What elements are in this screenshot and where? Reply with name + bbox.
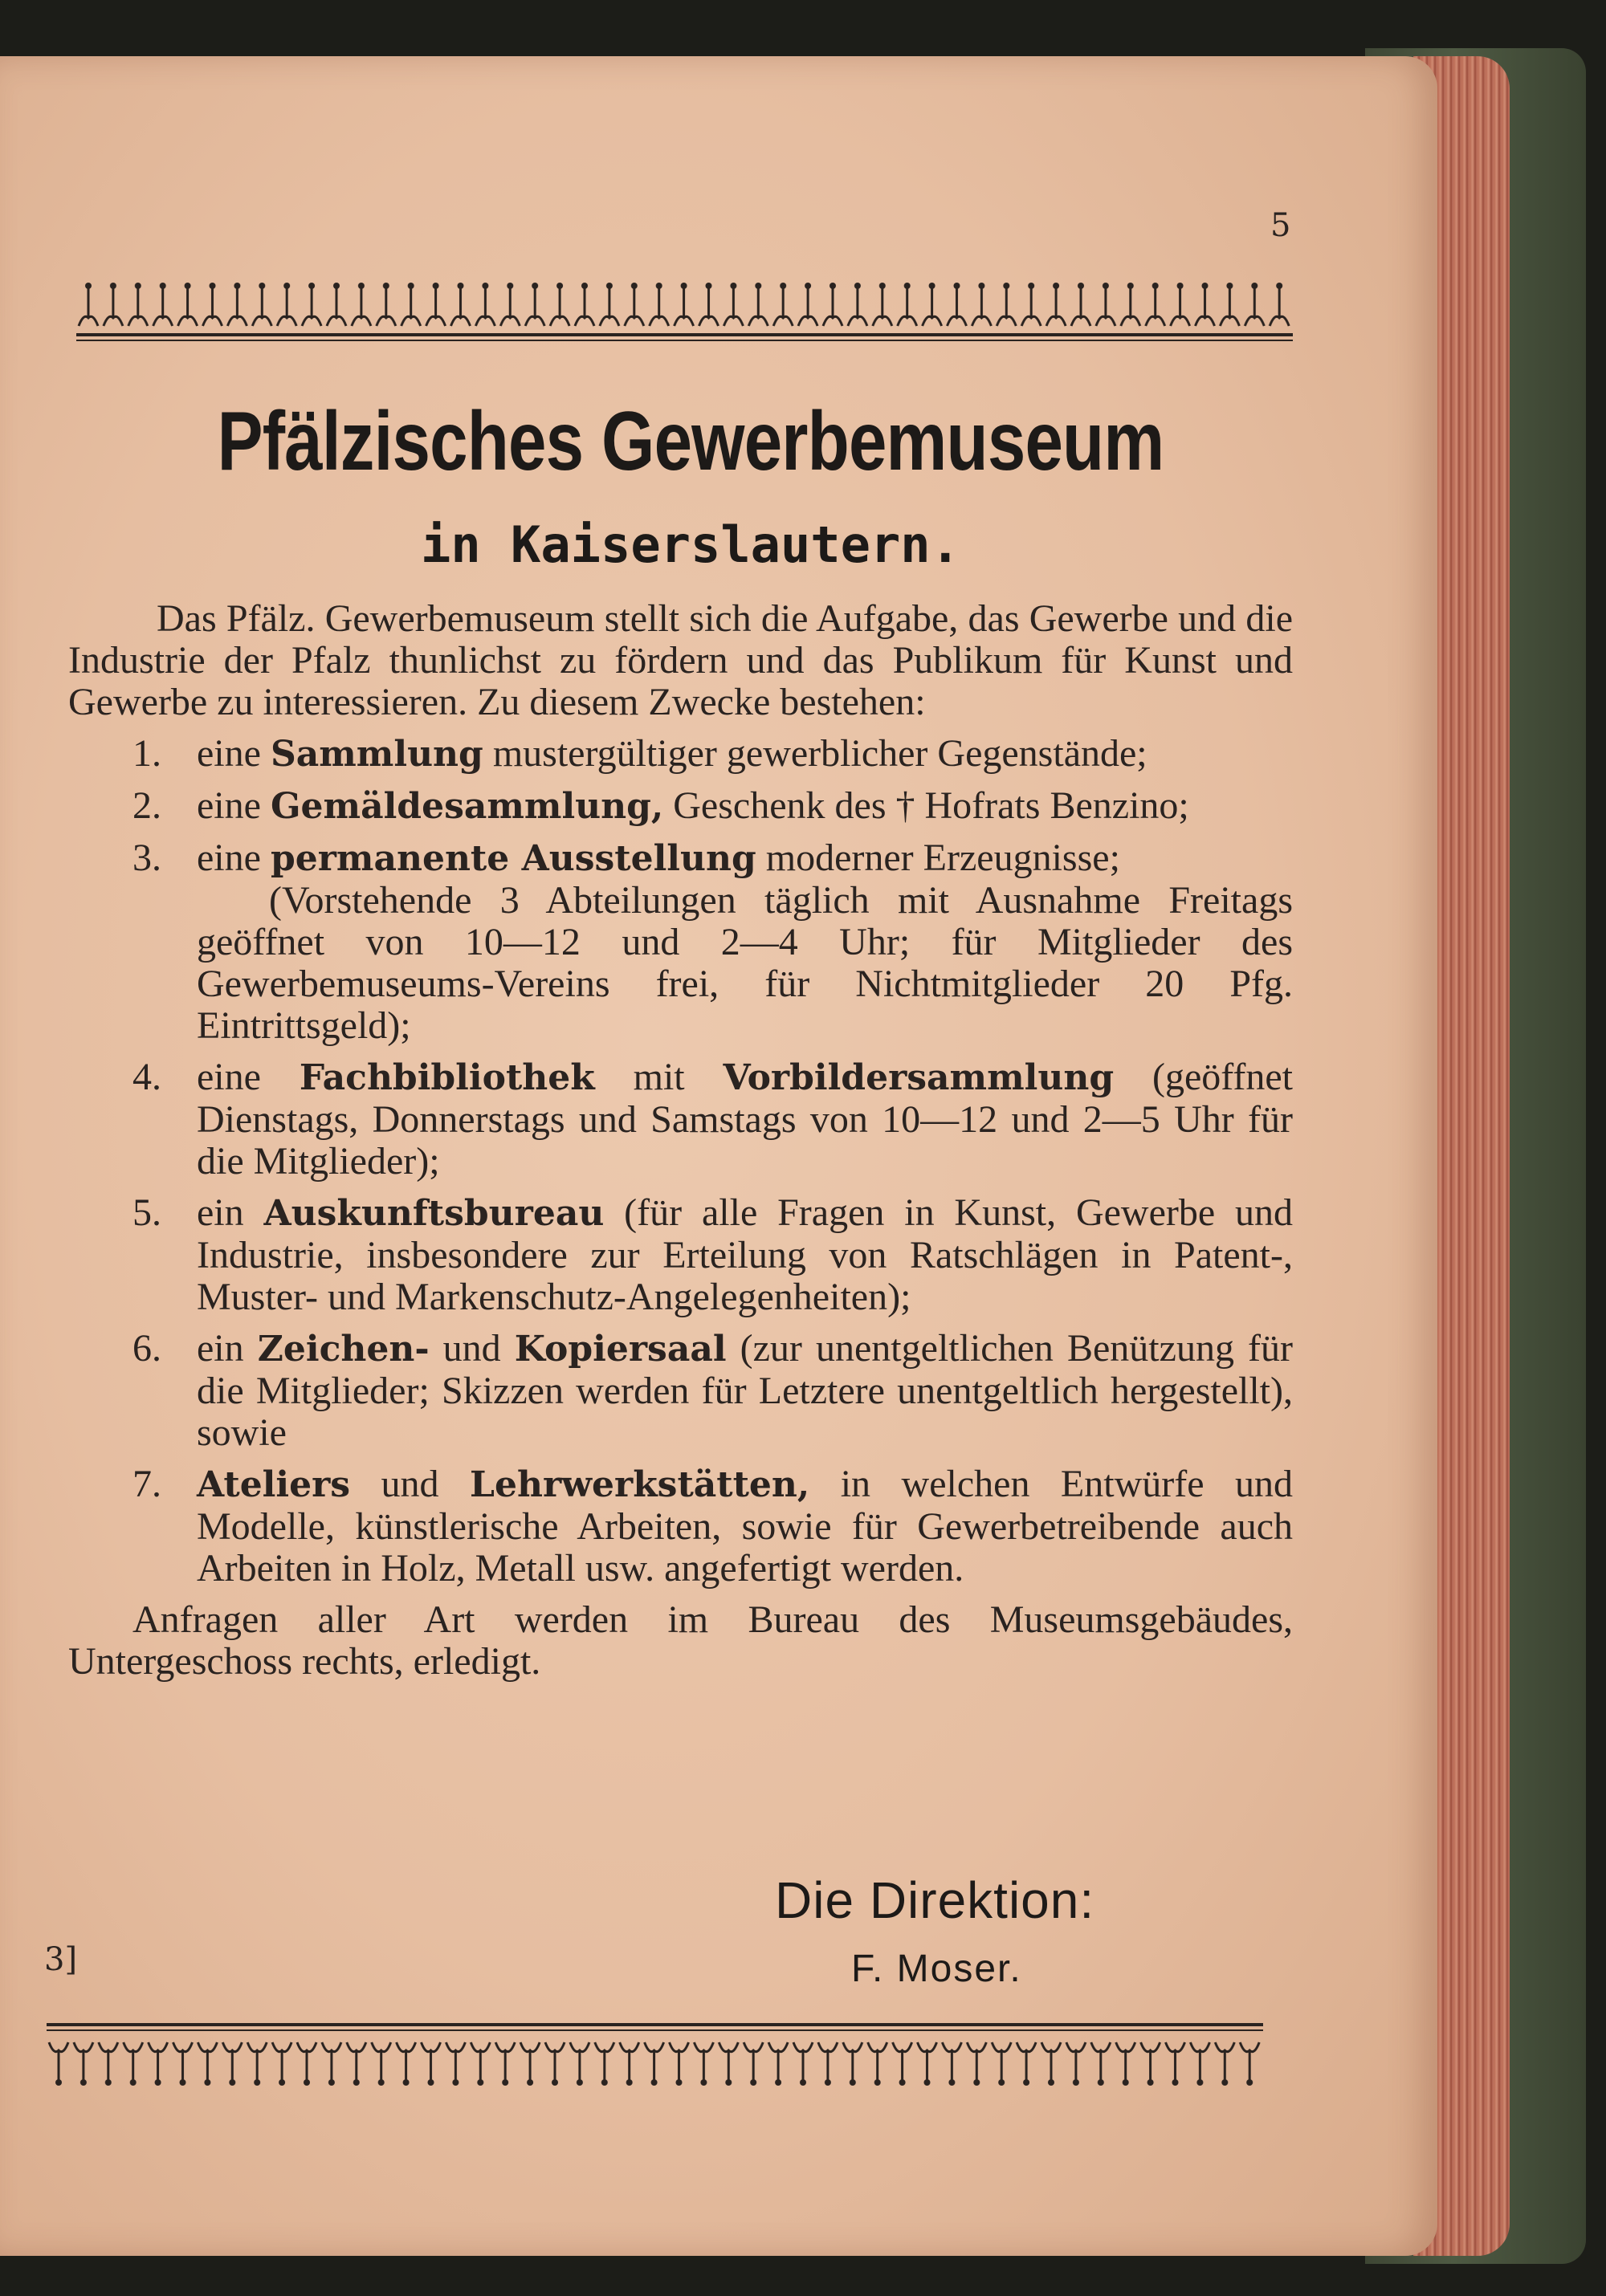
- list-item-pre: eine: [197, 732, 271, 775]
- list-item-4: [68, 1056, 1293, 1183]
- top-rule-thin: [76, 340, 1293, 341]
- list-item-text: und: [350, 1463, 471, 1505]
- list-item-bold: Sammlung: [270, 734, 483, 775]
- list-item-bold-2: Vorbildersammlung: [723, 1057, 1115, 1098]
- list-item-bold: Gemäldesammlung,: [270, 786, 664, 827]
- list-item-7: [68, 1463, 1293, 1590]
- signature-title: Die Direktion:: [775, 1871, 1095, 1929]
- signature-name: F. Moser.: [851, 1948, 1022, 1990]
- top-rule: [76, 333, 1293, 336]
- list-item-number: 4.: [132, 1056, 161, 1098]
- list-item-pre: ein: [197, 1327, 258, 1370]
- list-item-bold: permanente Ausstellung: [270, 838, 756, 879]
- list-item-text: mustergültiger gewerblicher Gegenstände;: [483, 732, 1147, 775]
- list-item-1: [68, 733, 1293, 776]
- list-item-bold-2: Kopiersaal: [514, 1329, 727, 1370]
- list-item-2: [68, 785, 1293, 828]
- list-item-bold: Ateliers: [197, 1464, 351, 1505]
- list-item-text: moderner Erzeugnisse;: [756, 837, 1120, 879]
- list-item-number: 6.: [132, 1327, 161, 1370]
- printer-signature-mark: 3]: [44, 1941, 78, 1978]
- list-item-text: und: [429, 1327, 515, 1370]
- list-item-text-2: (zur unentgeltlichen Benützung für die Mitglieder; Skizzen werden für Letztere unentgeltlich hergestellt), sowie: [197, 1327, 1294, 1454]
- page-title: Pfälzisches Gewerbemuseum: [217, 395, 1164, 488]
- list-item-5: [68, 1192, 1293, 1318]
- list-item-text: mit: [594, 1056, 724, 1098]
- list-item-bold: Zeichen-: [257, 1329, 430, 1370]
- list-item-6: [68, 1328, 1293, 1454]
- body-text: [68, 598, 1293, 1683]
- intro-paragraph: Das Pfälz. Gewerbemuseum stellt sich die Aufgabe, das Gewerbe und die Industrie der Pfalz thunlichst zu fördern und das Publikum für Kunst und Gewerbe zu interessieren. Zu diesem Zwecke bestehen:: [68, 597, 1293, 723]
- list-item-number: 1.: [132, 732, 161, 775]
- page-number: 5: [1270, 207, 1291, 244]
- list-item-number: 2.: [132, 784, 161, 827]
- list-item-3: [68, 837, 1293, 1047]
- list-item-text: (für alle Fragen in Kunst, Gewerbe und Industrie, insbesondere zur Erteilung von Ratschlägen in Patent-, Muster- und Markenschutz-Angelegenheiten);: [197, 1191, 1294, 1318]
- page-subtitle: in Kaiserslautern.: [421, 515, 960, 574]
- bottom-ornament-border: [47, 2037, 1263, 2087]
- list-item-bold-2: Lehrwerkstätten,: [470, 1464, 810, 1505]
- list-item-text-2: (geöffnet Dienstags, Donnerstags und Samstags von 10—12 und 2—5 Uhr für die Mitglieder);: [197, 1056, 1293, 1183]
- list-item-number: 3.: [132, 837, 161, 879]
- list-item-text: Geschenk des † Hofrats Benzino;: [663, 784, 1189, 827]
- list-item-text-2: in welchen Entwürfe und Modelle, künstlerische Arbeiten, sowie für Gewerbetreibende auch Arbeiten in Holz, Metall usw. angefertigt werden.: [197, 1463, 1294, 1590]
- bottom-rule-thin: [47, 2029, 1263, 2031]
- list-item-pre: eine: [197, 1056, 300, 1098]
- bottom-rule: [47, 2023, 1263, 2026]
- list-item-number: 7.: [132, 1463, 161, 1505]
- opening-hours-note: (Vorstehende 3 Abteilungen täglich mit Ausnahme Freitags geöffnet von 10—12 und 2—4 Uhr; für Mitglieder des Gewerbemuseums-Vereins frei, für Nichtmitglieder 20 Pfg. Eintrittsgeld);: [197, 879, 1293, 1047]
- list-item-pre: eine: [197, 784, 271, 827]
- list-item-pre: eine: [197, 837, 271, 879]
- top-ornament-border: [76, 281, 1293, 331]
- list-item-bold: Fachbibliothek: [299, 1057, 595, 1098]
- facility-list: [68, 733, 1293, 1590]
- list-item-number: 5.: [132, 1191, 161, 1234]
- closing-paragraph: Anfragen aller Art werden im Bureau des Museumsgebäudes, Untergeschoss rechts, erledigt.: [68, 1598, 1293, 1683]
- list-item-bold: Auskunftsbureau: [263, 1193, 605, 1234]
- list-item-pre: ein: [197, 1191, 264, 1234]
